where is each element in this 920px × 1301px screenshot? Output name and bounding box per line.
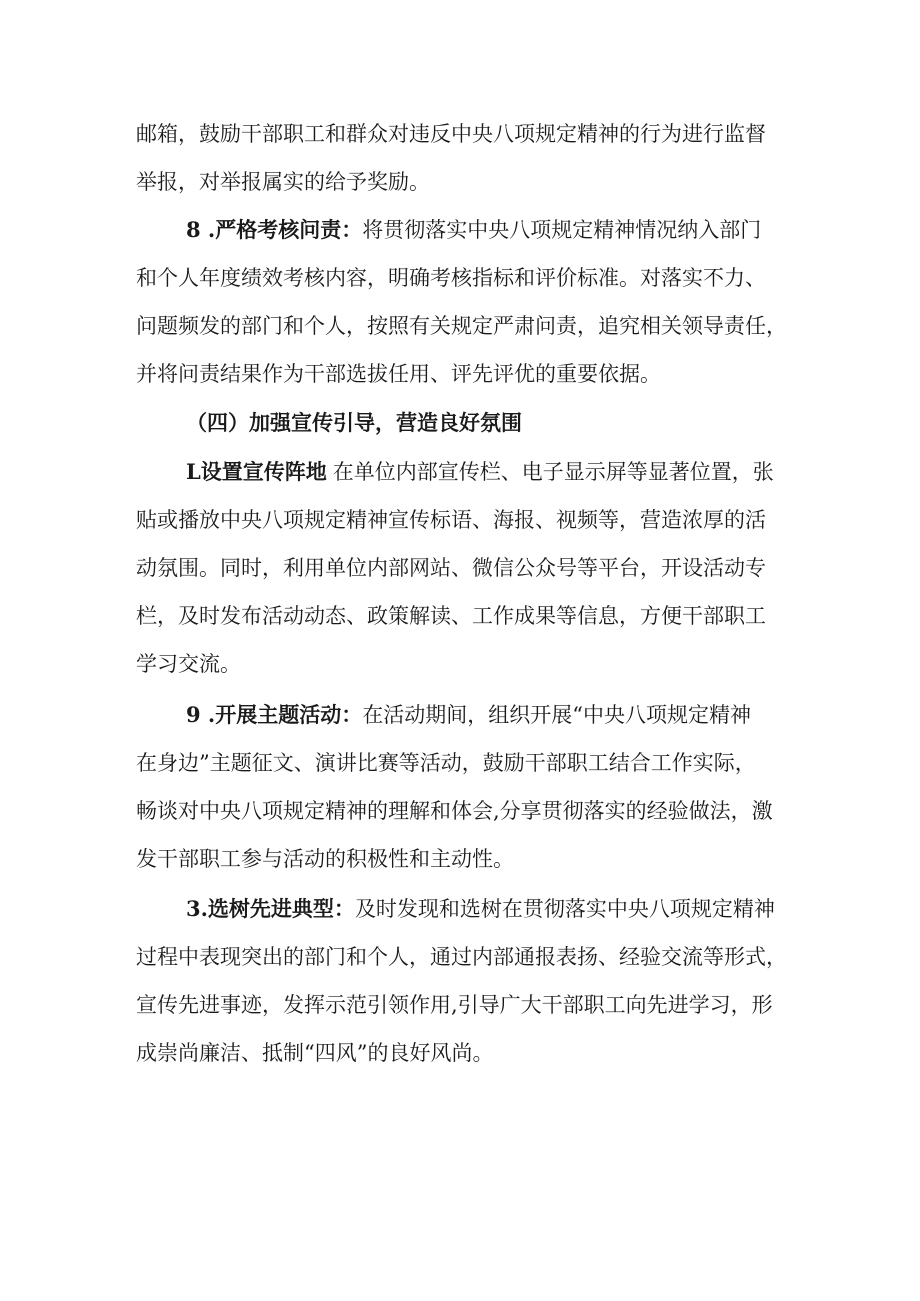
paragraph-line	[0, 354, 920, 394]
paragraph-text: 发干部职工参与活动的积极性和主动性。	[136, 847, 514, 871]
paragraph-text: 贴或播放中央八项规定精神宣传标语、海报、视频等，营造浓厚的活	[136, 508, 766, 532]
paragraph-line	[0, 210, 920, 250]
paragraph-text: 成崇尚廉洁、抵制“四风”的良好风尚。	[136, 1041, 494, 1065]
section-heading-text: （四）加强宣传引导，营造良好氛围	[186, 410, 522, 435]
paragraph-line	[0, 162, 920, 202]
paragraph-line	[0, 306, 920, 346]
paragraph-text: 问题频发的部门和个人，按照有关规定严肃问责，追究相关领导责任，	[136, 314, 787, 338]
item-heading: 3.选树先进典型：	[186, 896, 355, 921]
paragraph-text: 举报，对举报属实的给予奖励。	[136, 170, 430, 194]
paragraph-line	[0, 500, 920, 540]
paragraph-line	[0, 695, 920, 735]
paragraph-line	[0, 644, 920, 684]
paragraph-line	[0, 548, 920, 588]
paragraph-text: 过程中表现突出的部门和个人，通过内部通报表扬、经验交流等形式，	[136, 945, 787, 969]
paragraph-line	[0, 452, 920, 492]
section-heading	[0, 403, 920, 443]
paragraph-text: 及时发现和选树在贯彻落实中央八项规定精神	[354, 897, 775, 921]
paragraph-line	[0, 1033, 920, 1073]
item-heading: L设置宣传阵地	[186, 459, 327, 484]
paragraph-line	[0, 889, 920, 929]
paragraph-text: 将贯彻落实中央八项规定精神情况纳入部门	[362, 218, 762, 242]
paragraph-line	[0, 258, 920, 298]
paragraph-text: 宣传先进事迹，发挥示范引领作用,引导广大干部职工向先进学习，形	[136, 993, 773, 1017]
item-heading: 8 .严格考核问责：	[186, 217, 363, 242]
paragraph-line	[0, 596, 920, 636]
paragraph-text: 在活动期间，组织开展“中央八项规定精神	[362, 703, 751, 727]
item-heading: 9 .开展主题活动：	[186, 702, 363, 727]
paragraph-text: 邮箱，鼓励干部职工和群众对违反中央八项规定精神的行为进行监督	[136, 122, 766, 146]
paragraph-text: 和个人年度绩效考核内容，明确考核指标和评价标准。对落实不力、	[136, 266, 766, 290]
paragraph-line	[0, 985, 920, 1025]
paragraph-line	[0, 743, 920, 783]
paragraph-text: 学习交流。	[136, 652, 241, 676]
paragraph-text: 在单位内部宣传栏、电子显示屏等显著位置，张	[332, 460, 774, 484]
paragraph-text: 动氛围。同时，利用单位内部网站、微信公众号等平台，开设活动专	[136, 556, 766, 580]
paragraph-line	[0, 839, 920, 879]
paragraph-text: 畅谈对中央八项规定精神的理解和体会,分享贯彻落实的经验做法，激	[136, 799, 773, 823]
paragraph-line	[0, 937, 920, 977]
paragraph-text: 并将问责结果作为干部选拔任用、评先评优的重要依据。	[136, 362, 661, 386]
paragraph-text: 栏，及时发布活动动态、政策解读、工作成果等信息，方便干部职工	[136, 604, 766, 628]
paragraph-line	[0, 791, 920, 831]
paragraph-line	[0, 114, 920, 154]
paragraph-text: 在身边”主题征文、演讲比赛等活动，鼓励干部职工结合工作实际，	[136, 751, 756, 775]
